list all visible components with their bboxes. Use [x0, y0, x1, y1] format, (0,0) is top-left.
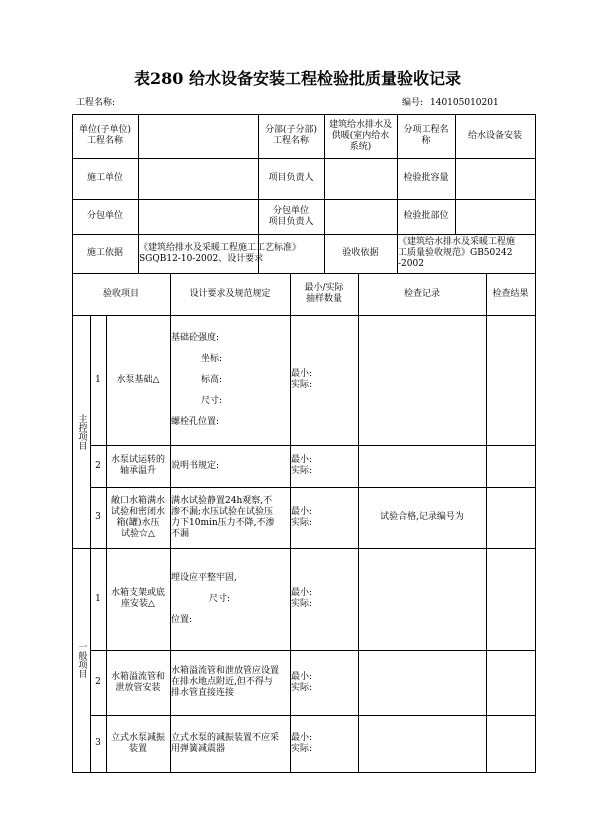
design-line: 埋设应平整牢固,	[171, 572, 237, 583]
main-check-record: 试验合格,记录编号为	[380, 512, 464, 522]
main-row-number: 2	[95, 460, 101, 471]
construction-basis-value: 《建筑给排水及采暖工程施工工艺标准》 SGQB12-10-2002、设计要求	[139, 242, 302, 264]
general-item-name: 水箱支架或底 座安装△	[110, 588, 165, 609]
page-title: 表280 给水设备安装工程检验批质量验收记录	[134, 69, 461, 88]
design-line: 坐标:	[201, 353, 223, 364]
general-min-sample: 最小: 实际:	[291, 732, 313, 754]
column-result: 检查结果	[492, 288, 529, 299]
main-item-name: 水泵试运转的 轴承温升	[110, 455, 165, 476]
general-row-number: 3	[95, 738, 101, 748]
code-value: 140105010201	[430, 98, 499, 108]
unit-project-label: 单位(子单位) 工程名称	[78, 125, 132, 146]
general-min-sample: 最小: 实际:	[291, 671, 313, 693]
construction-unit-label: 施工单位	[86, 173, 123, 183]
column-record: 检查记录	[403, 288, 440, 299]
design-line: 标高:	[201, 374, 223, 385]
general-item-name: 立式水泵减振 装置	[110, 732, 165, 754]
main-group-label: 主控项目	[76, 413, 87, 450]
design-line: 立式水泵的减振装置不应采 用弹簧减震器	[171, 732, 280, 754]
batch-capacity-label: 检验批容量	[403, 173, 449, 183]
item-project-label: 分项工程名 称	[403, 125, 449, 146]
item-project-value: 给水设备安装	[467, 130, 522, 141]
general-row-number: 1	[95, 593, 101, 604]
column-design: 设计要求及规范规定	[189, 288, 271, 299]
general-design-requirement	[171, 650, 290, 715]
main-min-sample: 最小: 实际:	[291, 369, 313, 390]
main-check-record	[358, 445, 486, 487]
main-min-sample: 最小: 实际:	[291, 455, 313, 476]
project-name-label: 工程名称:	[76, 98, 116, 108]
main-item-name: 敞口水箱满水 试验和密闭水 箱(罐)水压 试验☆△	[110, 495, 165, 539]
main-check-record	[358, 315, 486, 445]
design-line: 说明书规定:	[171, 460, 220, 471]
general-check-record	[358, 548, 486, 650]
main-design-requirement	[171, 315, 290, 445]
acceptance-basis-label: 验收依据	[342, 248, 379, 258]
subunit-project-value: 建筑给水排水及 供暖(室内给水 系统)	[328, 119, 392, 152]
main-design-requirement	[171, 445, 290, 487]
general-check-record	[358, 715, 486, 772]
general-row-number: 2	[95, 677, 101, 687]
subunit-project-label: 分部(子分部) 工程名称	[264, 125, 318, 146]
column-min-sample: 最小/实际 抽样数量	[304, 283, 344, 304]
acceptance-basis-value: 《建筑给水排水及采暖工程施 工质量验收规范》GB50242 -2002	[398, 237, 516, 269]
code-label: 编号:	[402, 98, 424, 108]
main-row-number: 1	[95, 374, 101, 385]
project-lead-label: 项目负责人	[268, 173, 314, 183]
main-min-sample: 最小: 实际:	[291, 506, 313, 528]
general-item-name: 水箱溢流管和 泄放管安装	[110, 671, 165, 693]
sub-unit-label: 分包单位	[86, 211, 123, 221]
design-line: 满水试验静置24h观察,不 渗不漏;水压试验在试验压 力下10min压力不降,不渗 不漏	[171, 495, 275, 539]
main-item-name: 水泵基础△	[116, 374, 160, 385]
design-line: 基础砼强度:	[171, 332, 220, 343]
column-item: 验收项目	[102, 288, 139, 299]
design-line: 位置:	[171, 614, 193, 625]
main-design-requirement	[171, 487, 290, 548]
main-row-number: 3	[95, 512, 101, 522]
design-line: 水箱溢流管和泄放管应设置 在排水地点附近,但不得与 排水管直接连接	[171, 666, 280, 698]
general-group-label: 一般项目	[76, 642, 87, 678]
general-check-record	[358, 650, 486, 715]
design-line: 螺栓孔位置:	[171, 416, 220, 427]
batch-part-label: 检验批部位	[403, 211, 449, 221]
grid-line	[535, 114, 536, 773]
grid-line	[486, 273, 487, 773]
general-design-requirement	[171, 715, 290, 772]
grid-line	[72, 772, 536, 773]
general-min-sample: 最小: 实际:	[291, 588, 313, 609]
design-line: 尺寸:	[209, 593, 231, 604]
sub-lead-label: 分包单位 项目负责人	[268, 205, 314, 227]
design-line: 尺寸:	[201, 395, 223, 406]
construction-basis-label: 施工依据	[86, 248, 123, 258]
general-design-requirement	[171, 548, 290, 650]
